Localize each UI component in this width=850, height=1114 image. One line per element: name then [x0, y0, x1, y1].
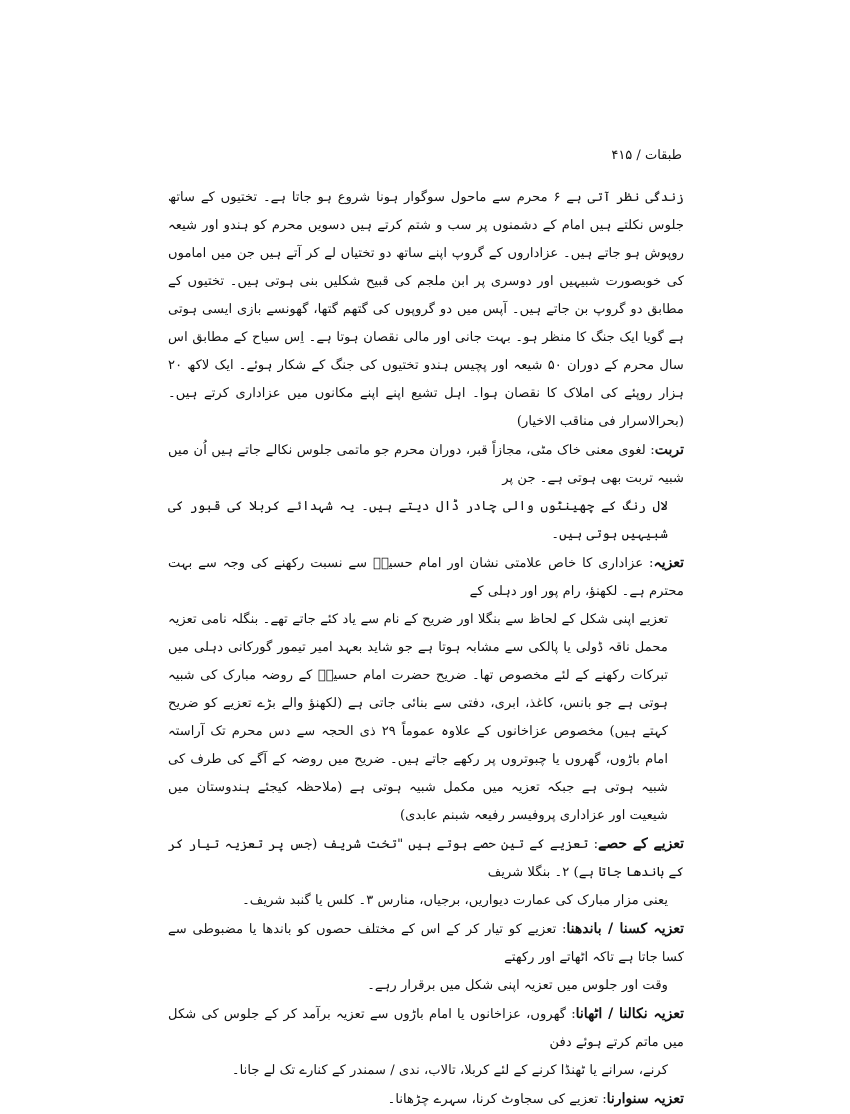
- glossary-entry-turbat: [168, 436, 684, 549]
- entry-continuation: یعنی مزار مبارک کی عمارت دیواریں، برجیاں، منارس ۳۔ کلس یا گنبد شریف۔: [242, 893, 668, 908]
- entry-first-line: : تعزیے کے تین حصے ہوتے ہیں "تخت شریف (جس پر تعزیہ تیار کر کے باندھا جاتا ہے) ۲۔ بنگلا شریف: [168, 837, 684, 880]
- entry-first-line: : عزاداری کا خاص علامتی نشان اور امام حسینؑ سے نسبت رکھنے کی وجہ سے بہت محترم ہے۔ لکھنؤ، رام پور اور دہلی کے: [168, 556, 684, 599]
- header-separator: /: [632, 148, 645, 163]
- entry-first-line: : تعزیے کی سجاوٹ کرنا، سہرے چڑھانا۔: [387, 1092, 607, 1107]
- entry-term: تعزیہ کسنا / باندھنا: [566, 921, 684, 937]
- glossary-entry-taziya-parts: [168, 830, 684, 915]
- entry-continuation: وقت اور جلوس میں تعزیہ اپنی شکل میں برقرار رہے۔: [367, 978, 668, 993]
- entry-term: تعزیہ: [653, 555, 684, 571]
- entry-term: تعزیہ سنوارنا: [606, 1091, 684, 1107]
- glossary-entry-taziya-procession: [168, 1000, 684, 1085]
- entry-term: تعزیے کے حصے: [598, 836, 684, 852]
- entry-continuation: کرنے، سرانے یا ٹھنڈا کرنے کے لئے کربلا، تالاب، ندی / سمندر کے کنارے تک لے جانا۔: [231, 1063, 668, 1078]
- intro-paragraph: زندگی نظر آتی ہے ۶ محرم سے ماحول سوگوار ہونا شروع ہو جاتا ہے۔ تختیوں کے ساتھ جلوس نکلتے ہیں امام کے دشمنوں پر سب و شتم کرتے ہیں دسویں محرم کو ہندو اور شیعہ روپوش ہو جاتے ہیں۔ عزاداروں کے گروپ اپنے ساتھ دو تختیاں لے کر آتے ہیں جن میں اماموں کی خوبصورت شبیہیں اور دوسری پر ابن ملجم کی قبیح شکلیں بنی ہوتی ہیں۔ تختیوں کے مطابق دو گروپ بن جاتے ہیں۔ آپس میں دو گروپوں کی گتھم گتھا، گھونسے بازی ایسی ہوتی ہے گویا ایک جنگ کا منظر ہو۔ بہت جانی اور مالی نقصان ہوتا ہے۔ اِس سیاح کے مطابق اس سال محرم کے دوران ۵۰ شیعہ اور پچیس ہندو تختیوں کی جنگ کے شکار ہوئے۔ ایک لاکھ ۲۰ ہزار روپئے کی املاک کا نقصان ہوا۔ اہل تشیع اپنے اپنے مکانوں میں عزاداری کرتے ہیں۔ (بحرالاسرار فی مناقب الاخیار): [168, 190, 684, 429]
- glossary-entry-taziya: [168, 549, 684, 830]
- entry-first-line: : لغوی معنی خاک مٹی، مجازاً قبر، دوران محرم جو ماتمی جلوس نکالے جاتے ہیں اُن میں شبیہ تربت بھی ہوتی ہے۔ جن پر: [168, 443, 684, 486]
- entry-continuation: تعزیے اپنی شکل کے لحاظ سے بنگلا اور ضریح کے نام سے یاد کئے جاتے تھے۔ بنگلہ نامی تعزیہ محمل ناقہ ڈولی یا پالکی سے مشابہ ہوتا ہے جو شاید بعہد امیر تیمور گورکانی دہلی میں تبرکات رکھنے کے لئے مخصوص تھا۔ ضریح حضرت امام حسینؑ کے روضہ مبارک کی شبیہ ہوتی ہے جو بانس، کاغذ، ابری، دفتی سے بنائی جاتی ہے (لکھنؤ والے بڑے تعزیے کو ضریح کہتے ہیں) مخصوص عزاخانوں کے علاوہ عموماً ۲۹ ذی الحجہ سے دس محرم تک آراستہ امام باڑوں، گھروں یا چبوتروں پر رکھے جاتے ہیں۔ ضریح میں روضہ کے آگے کی طرف کی شبیہ ہوتی ہے جبکہ تعزیہ میں مکمل شبیہ ہوتی ہے (ملاحظہ کیجئے ہندوستان میں شیعیت اور عزاداری پروفیسر رفیعہ شبنم عابدی): [168, 612, 668, 823]
- glossary-entry-taziya-binding: [168, 915, 684, 1000]
- entry-first-line: : تعزیے کو تیار کر کے اس کے مختلف حصوں کو باندھا یا مضبوطی سے کسا جاتا ہے تاکہ اٹھاتے اور رکھتے: [168, 922, 684, 965]
- entry-continuation: لال رنگ کے چھینٹوں والی چادر ڈال دیتے ہیں۔ یہ شہدائے کربلا کی قبور کی شبیہیں ہوتی ہیں۔: [168, 499, 668, 542]
- entry-first-line: : گھروں، عزاخانوں یا امام باڑوں سے تعزیہ برآمد کر کے جلوس کی شکل میں ماتم کرتے ہوئے دفن: [168, 1007, 684, 1050]
- running-header: [611, 148, 682, 163]
- page-number: ۴۱۵: [611, 148, 633, 163]
- header-title: طبقات: [644, 148, 682, 163]
- page-body: [168, 184, 684, 1114]
- entry-term: تعزیہ نکالنا / اٹھانا: [575, 1006, 684, 1022]
- entry-term: تربت: [654, 442, 684, 458]
